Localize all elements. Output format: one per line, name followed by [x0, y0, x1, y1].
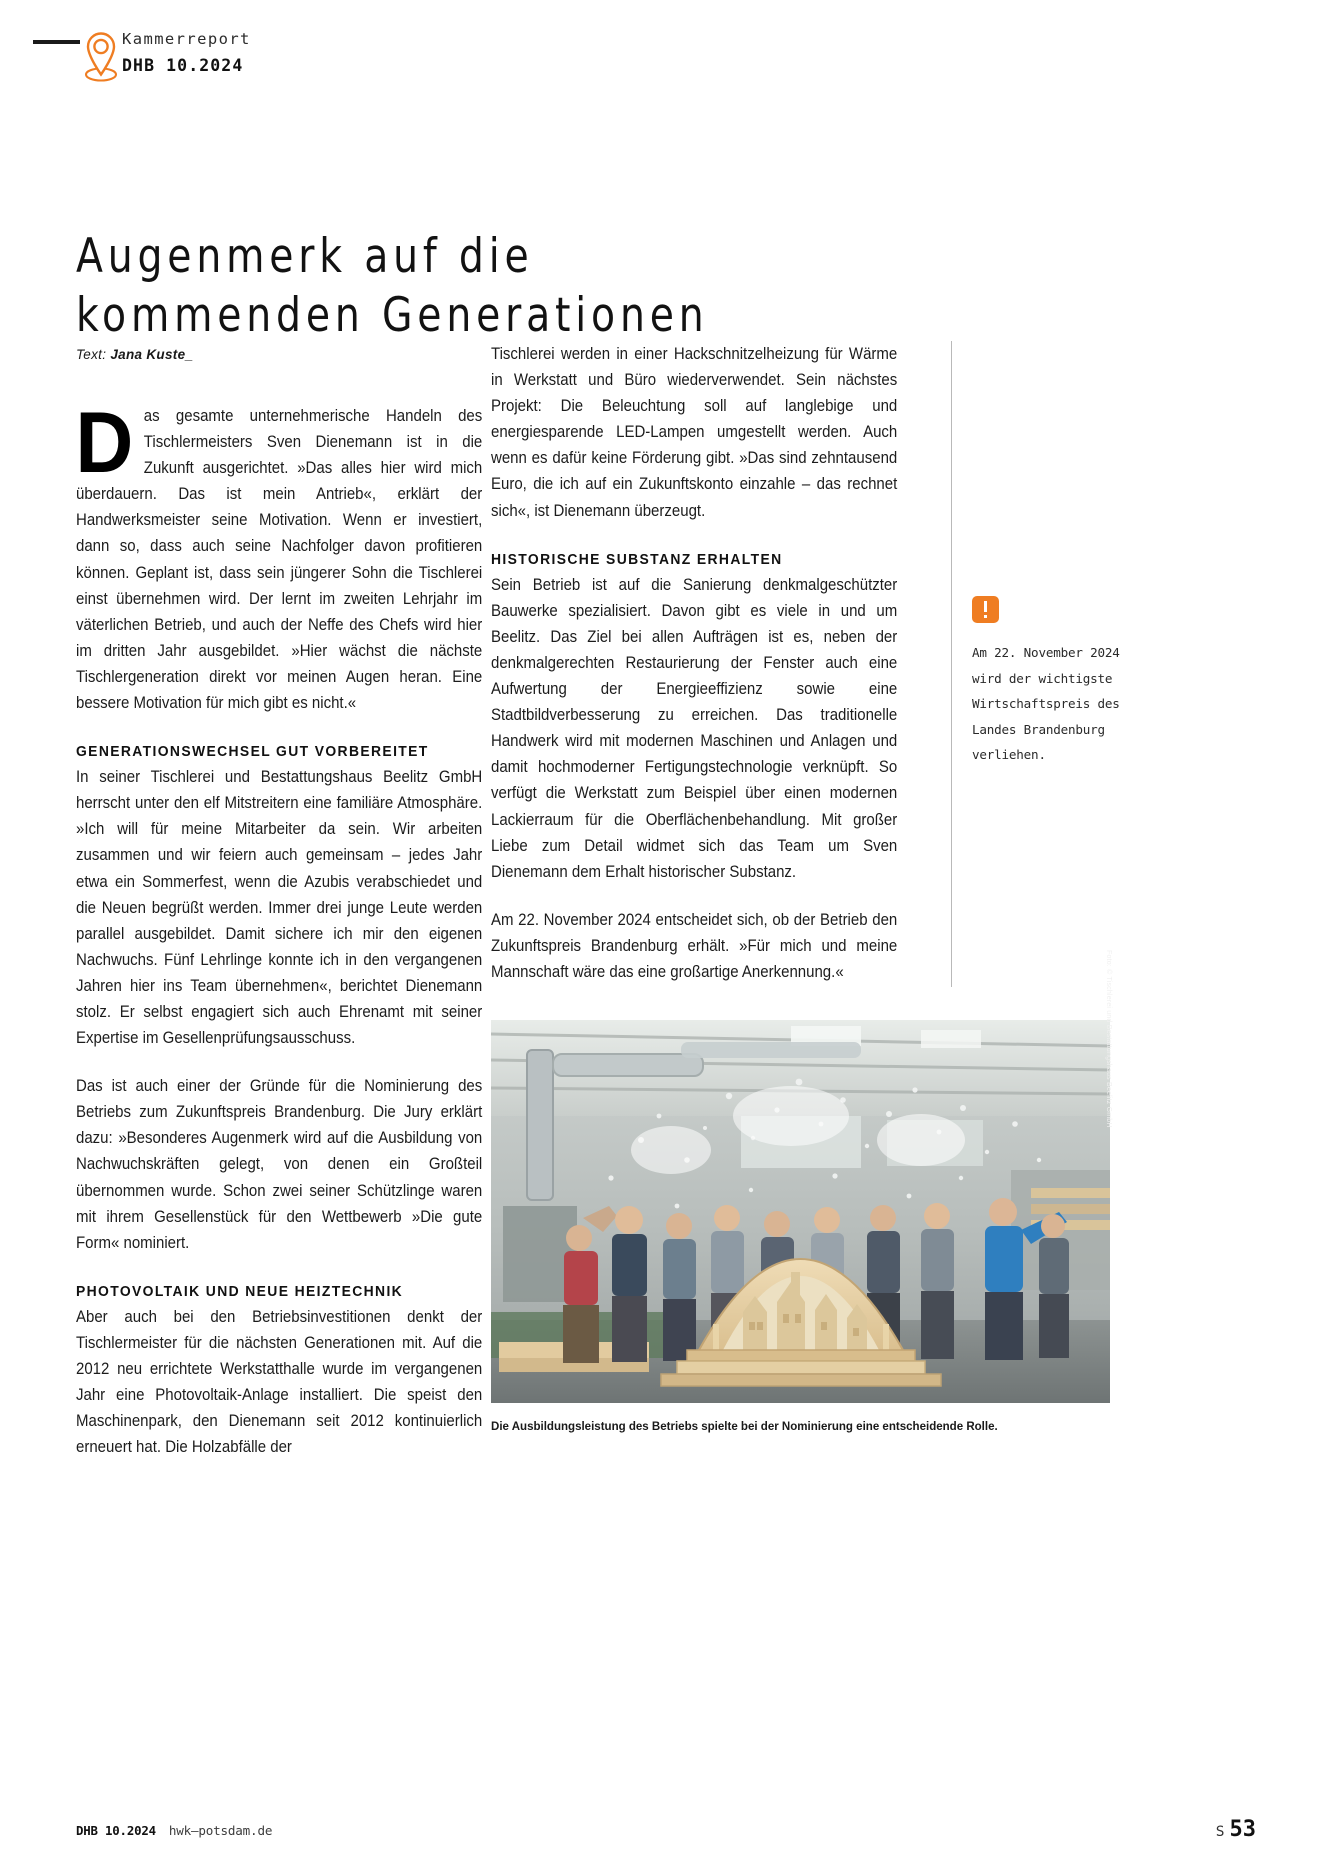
sidebar-note [972, 596, 1140, 768]
paragraph-photovoltaik: Aber auch bei den Betriebsinvestitionen denkt der Tischlermeister für die nächsten Generationen mit. Auf die 2012 neu errichtete Werkstatthalle wurde im vergangenen Jahr eine Photovoltaik-Anlage installiert. Die speist den Maschinenpark, den Dienemann seit 2012 kontinuierlich erneuert hat. Die Holzabfälle der [76, 1307, 483, 1457]
paragraph-generationswechsel: In seiner Tischlerei und Bestattungshaus Beelitz GmbH herrscht unter den elf Mitstreitern eine familiäre Atmosphäre. »Ich will für meine Mitarbeiter da sein. Wir arbeiten zusammen und wir feiern auch gemeinsam – jedes Jahr etwa ein Sommerfest, wenn die Azubis verabschiedet und die Neuen begrüßt werden. Immer drei junge Leute werden parallel ausgebildet. Damit sichere ich mir den eigenen Nachwuchs. Fünf Lehrlinge konnte ich in den vergangenen Jahren hier ins Team übernehmen«, berichtet Dienemann stolz. Er selbst engagiert sich auch Ehrenamt mit seiner Expertise im Gesellenprüfungsausschuss. [76, 768, 483, 1048]
paragraph-zukunftspreis: Am 22. November 2024 entscheidet sich, ob der Betrieb den Zukunftspreis Brandenburg erhält. »Für mich und meine Mannschaft wäre das eine großartige Anerkennung.« [491, 910, 898, 981]
article-column-right [491, 341, 897, 985]
masthead-text [122, 28, 251, 78]
subheading-photovoltaik: PHOTOVOLTAIK UND NEUE HEIZTECHNIK [76, 1282, 404, 1300]
paragraph-hackschnitzel: Tischlerei werden in einer Hackschnitzelheizung für Wärme in Werkstatt und Büro wiederverwendet. Sein nächstes Projekt: Die Beleuchtung soll auf langlebige und energiesparende LED-Lampen umgestellt werden. Auch wenn es dafür keine Förderung gibt. »Das sind zehntausend Euro, die ich auf ein Zukunftskonto einzahle – das rechnet sich«, ist Dienemann überzeugt. [491, 345, 898, 520]
footer-url[interactable]: hwk–potsdam.de [168, 1823, 273, 1838]
paragraph-intro [75, 395, 483, 716]
masthead-rule [33, 40, 80, 44]
article-photo [491, 950, 1112, 1403]
subheading-historische-substanz: HISTORISCHE SUBSTANZ ERHALTEN [491, 550, 783, 568]
page-masthead [0, 28, 1326, 98]
paragraph-intro-text: as gesamte unternehmerische Handeln des Tischlermeisters Sven Dienemann ist in die Zukunft ausgerichtet. »Das alles hier wird mich überdauern. Das ist mein Antrieb«, erklärt der Handwerksmeister seine Motivation. Wenn er investiert, dann so, dass auch seine Nachfolger davon profitieren können. Geplant ist, dass sein jüngerer Sohn die Tischlerei einst übernehmen wird. Der lernt im zweiten Lehrjahr im väterlichen Betrieb, und auch der Neffe des Chefs wird hier im dritten Jahr ausgebildet. »Hier wächst die nächste Tischlergeneration direkt vor meinen Augen heran. Eine bessere Motivation für mich gibt es nicht.« [76, 407, 483, 713]
headline-line-1: Augenmerk auf die [76, 229, 534, 285]
footer-issue: DHB 10.2024 [76, 1823, 156, 1838]
page-title [76, 227, 1006, 345]
location-pin-icon [84, 30, 118, 86]
photo-credit: Foto: © Tischlerei und Bestattungshaus Beelitz GmbH [1105, 950, 1112, 1128]
footer-right [1216, 1817, 1256, 1842]
masthead-issue: DHB 10.2024 [122, 56, 244, 75]
headline-line-2: kommenden Generationen [76, 288, 709, 344]
exclamation-badge-icon [972, 596, 999, 623]
footer-page-number: 53 [1229, 1817, 1256, 1842]
photo-caption: Die Ausbildungsleistung des Betriebs spielte bei der Nominierung eine entscheidende Rolle. [491, 1419, 998, 1433]
byline [76, 347, 193, 362]
drop-cap: D [75, 395, 134, 491]
paragraph-historische-substanz: Sein Betrieb ist auf die Sanierung denkmalgeschützter Bauwerke spezialisiert. Davon gibt es viele in und um Beelitz. Das Ziel bei allen Aufträgen ist es, neben der denkmalgerechten Restaurierung der Fenster auch eine Aufwertung der Energieeffizienz sowie eine Stadtbildverbesserung zu erreichen. Das traditionelle Handwerk wird mit modernen Maschinen und Anlagen und damit hochmoderner Fertigungstechnologie verknüpft. So verfügt die Werkstatt zum Beispiel über einen modernen Lackierraum für die Oberflächenbehandlung. Mit großer Liebe zum Detail widmet sich das Team um Sven Dienemann dem Erhalt historischer Substanz. [491, 575, 898, 881]
article-column-left [75, 395, 483, 1460]
masthead-kicker: Kammerreport [122, 30, 251, 48]
subheading-generationswechsel: GENERATIONSWECHSEL GUT VORBEREITET [76, 743, 429, 761]
footer-page-prefix: S [1215, 1824, 1225, 1840]
photo-image [491, 1020, 1110, 1403]
sidebar-note-text: Am 22. November 2024 wird der wichtigste Wirtschaftspreis des Landes Brandenburg verliehen. [972, 645, 1120, 762]
page-footer [0, 1817, 1326, 1852]
byline-label: Text: [76, 347, 107, 362]
paragraph-nominierung: Das ist auch einer der Gründe für die Nominierung des Betriebs zum Zukunftspreis Brandenburg. Die Jury erklärt dazu: »Besonderes Augenmerk wird auf die Ausbildung von Nachwuchskräften gelegt, von denen ein Großteil übernommen wurde. Schon zwei seiner Schützlinge waren mit ihrem Gesellenstück für den Wettbewerb »Die gute Form« nominiert. [76, 1077, 483, 1252]
footer-left [76, 1822, 272, 1840]
sidebar-divider [951, 341, 952, 987]
byline-author: Jana Kuste_ [110, 347, 194, 362]
